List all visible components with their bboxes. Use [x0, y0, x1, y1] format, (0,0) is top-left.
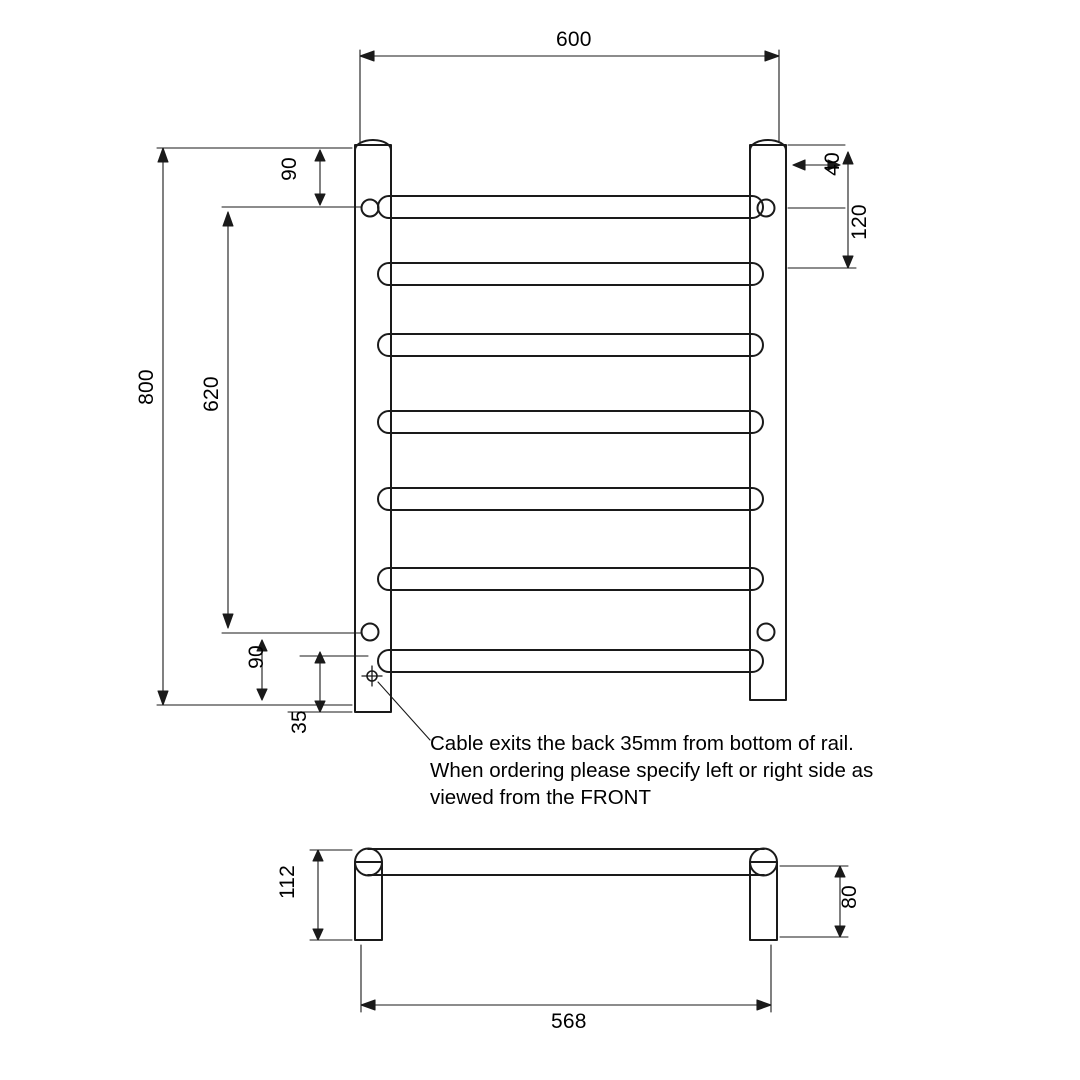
bracket-bottom-left: [362, 624, 379, 641]
right-post: [750, 140, 786, 700]
rungs: [378, 196, 763, 672]
dim-label-bottom-offset-90: 90: [245, 645, 268, 669]
dim-label-top-offset-90: 90: [278, 157, 301, 181]
bracket-bottom-right: [758, 624, 775, 641]
cable-note-text: Cable exits the back 35mm from bottom of rail. When ordering please specify left or right side as viewed from the FRONT: [430, 732, 874, 809]
dim-label-height-800: 800: [135, 369, 158, 405]
dim-label-bracket-spacing-120: 120: [848, 204, 871, 240]
dim-label-depth-112: 112: [276, 864, 299, 900]
dim-label-length-568: 568: [551, 1010, 587, 1033]
side-view: [355, 849, 777, 941]
dim-label-bracket-top-40: 40: [821, 152, 844, 176]
left-post: [355, 140, 391, 712]
dim-label-span-620: 620: [200, 376, 223, 412]
bracket-top-left: [362, 200, 379, 217]
dim-label-cable-35: 35: [288, 710, 311, 734]
dim-label-side-bracket-80: 80: [838, 885, 861, 909]
dim-label-width-600: 600: [556, 28, 592, 51]
